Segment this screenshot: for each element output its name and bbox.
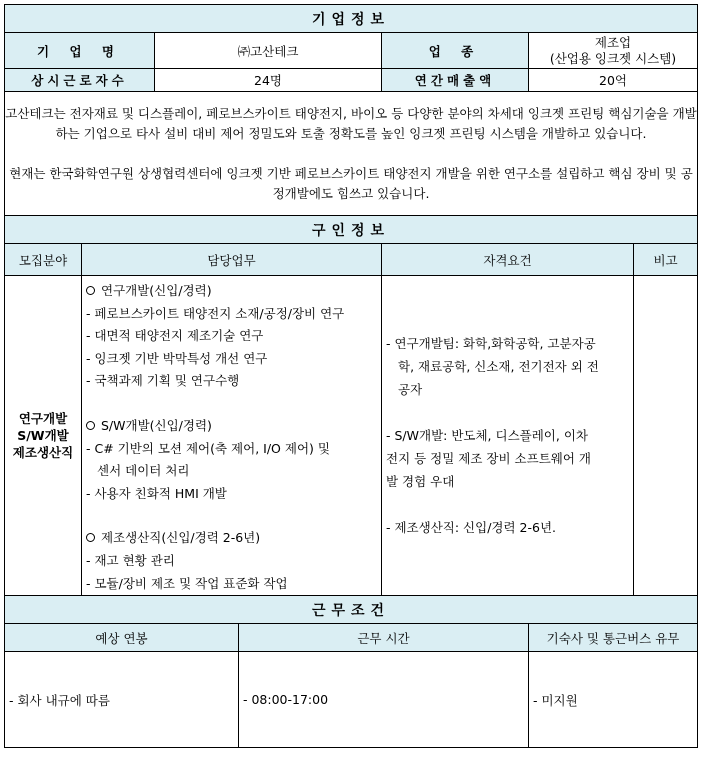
circle-bullet-icon	[86, 286, 95, 295]
company-intro	[5, 92, 698, 216]
company-intro-paragraph-2: 현재는 한국화학연구원 상생협력센터에 잉크젯 기반 페로브스카이트 태양전지 개발을 위한 연구소를 설립하고 핵심 장비 및 공정개발에도 힘쓰고 있습니다.	[9, 165, 693, 201]
industry-value	[529, 33, 698, 69]
qualification-2-line-3: 발 경험 우대	[386, 474, 455, 490]
col-salary-header: 예상 연봉	[5, 624, 239, 652]
revenue-label: 연간매출액	[382, 69, 529, 92]
recruit-note	[634, 276, 698, 596]
duty-item: - 모듈/장비 제조 및 작업 표준화 작업	[86, 575, 288, 591]
company-name-label: 기 업 명	[5, 33, 155, 69]
duty-item: 센서 데이터 처리	[97, 463, 190, 479]
revenue-value: 20억	[529, 69, 698, 92]
recruit-section-title: 구인정보	[5, 216, 698, 244]
field-line-1: 연구개발	[18, 411, 68, 427]
duty-item: - 국책과제 기획 및 연구수행	[86, 373, 240, 389]
industry-value-line1: 제조업	[594, 34, 632, 50]
duty-group-title: S/W개발(신입/경력)	[86, 415, 377, 438]
recruit-field	[5, 276, 82, 596]
industry-value-line2: (산업용 잉크젯 시스템)	[549, 50, 677, 66]
hours-value: - 08:00-17:00	[239, 652, 529, 748]
employees-value: 24명	[155, 69, 382, 92]
duty-item: - 페로브스카이트 태양전지 소재/공정/장비 연구	[86, 305, 345, 321]
duty-group-title: 연구개발(신입/경력)	[86, 280, 377, 303]
field-line-3: 제조생산직	[12, 445, 74, 461]
col-field-header: 모집분야	[5, 244, 82, 276]
company-intro-paragraph-1: 고산테크는 전자재료 및 디스플레이, 페로브스카이트 태양전지, 바이오 등 다양한 분야의 차세대 잉크젯 프린팅 핵심기술을 개발하는 기업으로 타사 설비 대비 제어 정밀도와 토출 정확도를 높인 잉크젯 프린팅 시스템을 개발하고 있습니다.	[5, 105, 697, 141]
field-line-2: S/W개발	[17, 428, 69, 444]
duty-item: - 잉크젯 기반 박막특성 개선 연구	[86, 350, 268, 366]
col-duty-header: 담당업무	[82, 244, 382, 276]
qualification-list	[382, 276, 634, 596]
duty-item: - 대면적 태양전지 제조기술 연구	[86, 328, 264, 344]
company-name-value: ㈜고산테크	[155, 33, 382, 69]
qualification-2-line-2: 전지 등 정밀 제조 장비 소프트웨어 개	[386, 451, 591, 467]
qualification-1-line-1: - 연구개발팀: 화학,화학공학, 고분자공	[386, 336, 596, 352]
col-note-header: 비고	[634, 244, 698, 276]
col-hours-header: 근무 시간	[239, 624, 529, 652]
job-posting	[4, 4, 697, 748]
qualification-2-line-1: - S/W개발: 반도체, 디스플레이, 이차	[386, 428, 588, 444]
col-qual-header: 자격요건	[382, 244, 634, 276]
duty-list	[82, 276, 382, 596]
salary-value: - 회사 내규에 따름	[5, 652, 239, 748]
duty-item: - 재고 현황 관리	[86, 552, 175, 568]
circle-bullet-icon	[86, 421, 95, 430]
qualification-3: - 제조생산직: 신입/경력 2-6년.	[386, 520, 556, 536]
qualification-1-line-3: 공자	[398, 382, 423, 398]
conditions-section-title: 근무조건	[5, 596, 698, 624]
duty-item: - C# 기반의 모션 제어(축 제어, I/O 제어) 및	[86, 440, 330, 456]
dorm-value: - 미지원	[529, 652, 698, 748]
circle-bullet-icon	[86, 533, 95, 542]
employees-label: 상시근로자수	[5, 69, 155, 92]
industry-label: 업 종	[382, 33, 529, 69]
col-dorm-header: 기숙사 및 통근버스 유무	[529, 624, 698, 652]
company-section-title: 기업정보	[5, 5, 698, 33]
duty-group-title: 제조생산직(신입/경력 2-6년)	[86, 527, 377, 550]
duty-item: - 사용자 친화적 HMI 개발	[86, 485, 227, 501]
qualification-1-line-2: 학, 재료공학, 신소재, 전기전자 외 전	[398, 359, 599, 375]
posting-table	[4, 4, 698, 748]
